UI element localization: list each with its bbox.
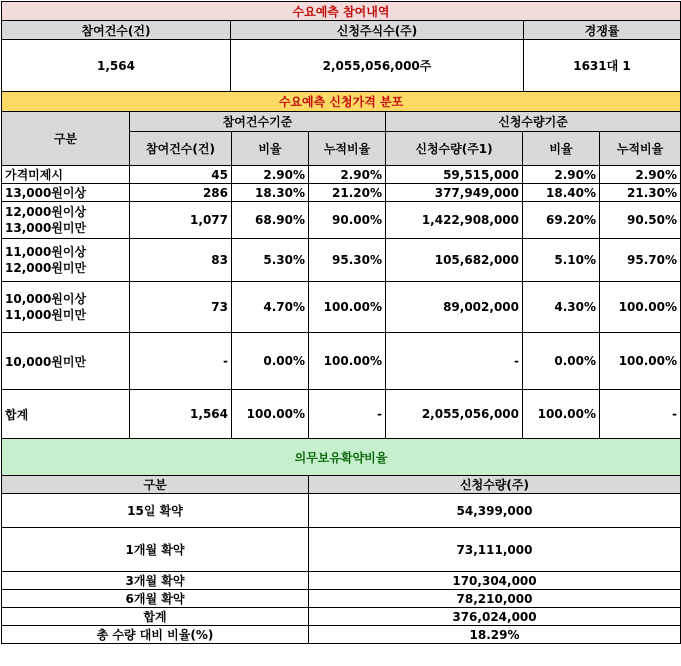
distribution-group-qty: 신청수량기준 [386,112,681,132]
row-count: 286 [130,184,232,202]
distribution-col-group: 구분 [2,112,130,166]
row-ratio: 4.70% [232,282,309,333]
row-label [2,282,130,333]
row-cum: 90.00% [309,202,386,239]
row-count: - [130,333,232,390]
row-cum: 21.20% [309,184,386,202]
lockup-value: 73,111,000 [309,528,681,572]
row-qratio: 18.40% [523,184,600,202]
list-item [2,590,681,608]
row-label-line1: 12,000원이상 [5,205,87,219]
table-row-total [2,390,681,439]
row-qty: 105,682,000 [386,239,523,282]
list-item [2,572,681,590]
table-row [2,282,681,333]
list-item [2,608,681,626]
row-ratio: 18.30% [232,184,309,202]
table-row [2,202,681,239]
row-label-line2: 13,000원미만 [5,221,87,235]
row-count: 45 [130,166,232,184]
row-qty: 377,949,000 [386,184,523,202]
spreadsheet [1,1,680,644]
row-qcum: 95.70% [600,239,681,282]
list-item [2,626,681,644]
row-label-line2: 11,000원미만 [5,308,87,322]
distribution-title: 수요예측 신청가격 분포 [2,92,681,112]
row-qratio: 5.10% [523,239,600,282]
lockup-value: 376,024,000 [309,608,681,626]
row-label: 10,000원미만 [2,333,130,390]
sub-header-count: 참여건수(건) [130,132,232,166]
row-label: 가격미제시 [2,166,130,184]
row-cum: - [309,390,386,439]
lockup-value: 170,304,000 [309,572,681,590]
sub-header-cum: 누적비율 [309,132,386,166]
list-item [2,494,681,528]
row-ratio: 68.90% [232,202,309,239]
row-label: 합계 [2,390,130,439]
lockup-label: 1개월 확약 [2,528,309,572]
row-ratio: 0.00% [232,333,309,390]
sub-header-qty: 신청수량(주1) [386,132,523,166]
row-qcum: 21.30% [600,184,681,202]
lockup-label: 총 수량 대비 비율(%) [2,626,309,644]
row-count: 83 [130,239,232,282]
distribution-table [1,91,681,439]
row-ratio: 5.30% [232,239,309,282]
row-ratio: 100.00% [232,390,309,439]
row-count: 1,077 [130,202,232,239]
row-label-line1: 11,000원이상 [5,245,87,259]
row-cum: 100.00% [309,282,386,333]
table-row [2,239,681,282]
row-qty: 2,055,056,000 [386,390,523,439]
lockup-table [1,438,681,644]
table-row [2,333,681,390]
row-count: 73 [130,282,232,333]
sub-header-ratio: 비율 [232,132,309,166]
participation-rate-value: 1631대 1 [524,40,681,92]
row-qcum: - [600,390,681,439]
lockup-label: 3개월 확약 [2,572,309,590]
lockup-header-qty: 신청수량(주) [309,476,681,494]
lockup-label: 15일 확약 [2,494,309,528]
row-qty: 1,422,908,000 [386,202,523,239]
sub-header-qratio: 비율 [523,132,600,166]
participation-count-value: 1,564 [2,40,231,92]
row-label: 13,000원이상 [2,184,130,202]
list-item [2,528,681,572]
participation-header-count: 참여건수(건) [2,21,231,40]
row-qratio: 0.00% [523,333,600,390]
lockup-label: 6개월 확약 [2,590,309,608]
row-qcum: 90.50% [600,202,681,239]
participation-table [1,1,681,92]
row-qratio: 69.20% [523,202,600,239]
row-cum: 95.30% [309,239,386,282]
row-ratio: 2.90% [232,166,309,184]
row-qcum: 100.00% [600,282,681,333]
row-qty: 89,002,000 [386,282,523,333]
lockup-label: 합계 [2,608,309,626]
table-row [2,166,681,184]
lockup-header-group: 구분 [2,476,309,494]
lockup-value: 54,399,000 [309,494,681,528]
lockup-value: 78,210,000 [309,590,681,608]
row-qcum: 100.00% [600,333,681,390]
lockup-title: 의무보유확약비율 [2,439,681,476]
row-qty: 59,515,000 [386,166,523,184]
row-label-line1: 10,000원이상 [5,292,87,306]
participation-header-shares: 신청주식수(주) [231,21,524,40]
participation-header-rate: 경쟁률 [524,21,681,40]
row-cum: 100.00% [309,333,386,390]
lockup-value: 18.29% [309,626,681,644]
row-cum: 2.90% [309,166,386,184]
row-qratio: 2.90% [523,166,600,184]
distribution-group-count: 참여건수기준 [130,112,386,132]
table-row [2,184,681,202]
row-label-line2: 12,000원미만 [5,261,87,275]
participation-title: 수요예측 참여내역 [2,2,681,21]
row-qratio: 100.00% [523,390,600,439]
row-qcum: 2.90% [600,166,681,184]
row-count: 1,564 [130,390,232,439]
row-label [2,239,130,282]
participation-shares-value: 2,055,056,000주 [231,40,524,92]
row-qty: - [386,333,523,390]
row-label [2,202,130,239]
row-qratio: 4.30% [523,282,600,333]
sub-header-qcum: 누적비율 [600,132,681,166]
